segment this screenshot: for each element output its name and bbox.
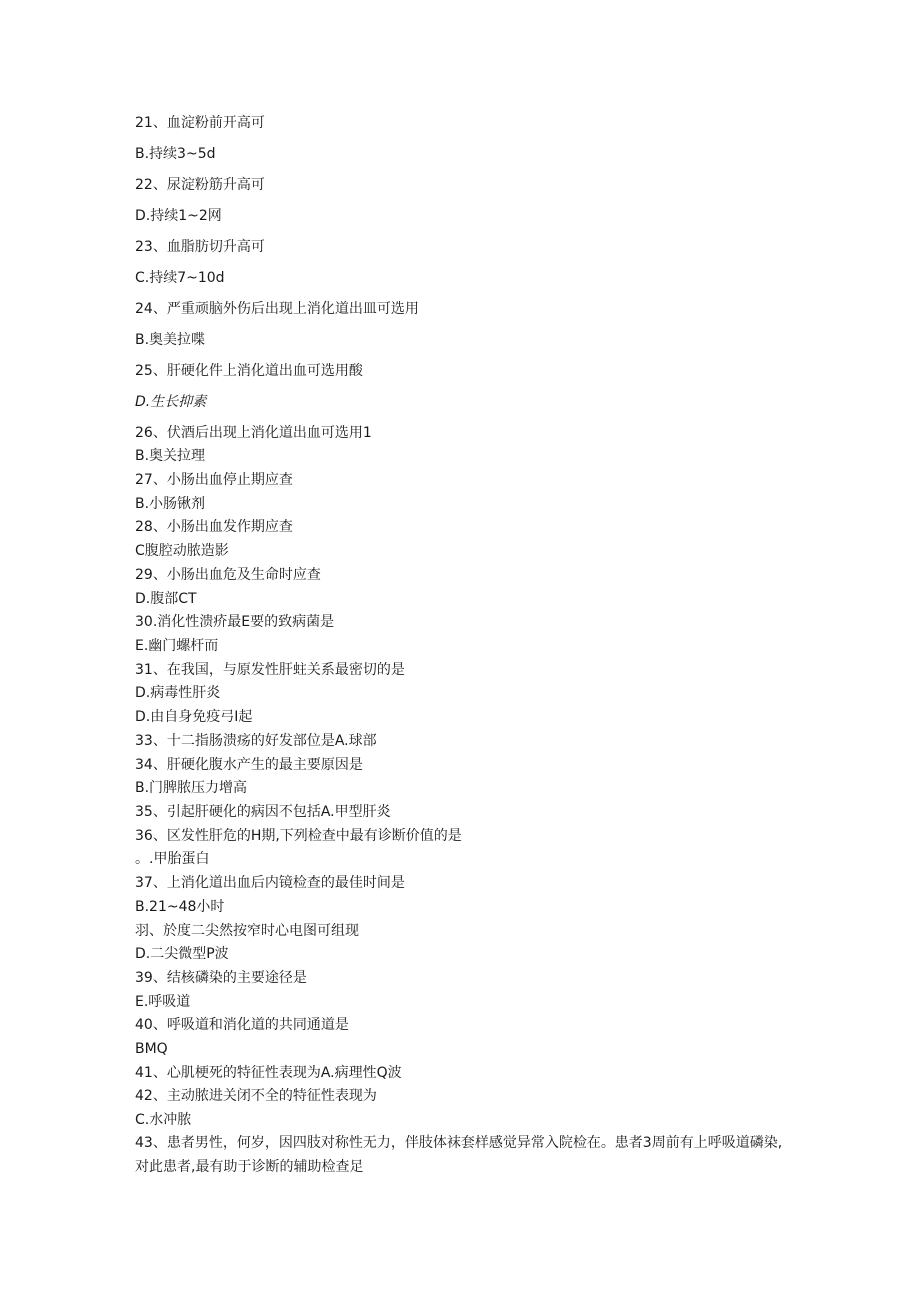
text-line: 。.甲胎蛋白 xyxy=(135,851,210,867)
text-line: 33、十二指肠溃疡的好发部位是A.球部 xyxy=(135,733,377,749)
text-line: 36、区发性肝危的H期,下列检查中最有诊断价值的是 xyxy=(135,828,462,844)
text-line: BMQ xyxy=(135,1041,168,1057)
text-line: 24、严重顽脑外伤后出现上消化道出皿可选用 xyxy=(135,301,419,317)
text-line: B.21~48小时 xyxy=(135,899,225,915)
text-line: 37、上消化道出血后内镜检查的最佳时间是 xyxy=(135,875,405,891)
text-line: B.持续3~5d xyxy=(135,146,216,162)
text-line: 22、尿淀粉筋升高可 xyxy=(135,177,265,193)
text-line: 28、小肠出血发作期应查 xyxy=(135,519,293,535)
text-line: 23、血脂肪切升高可 xyxy=(135,239,265,255)
text-line: B.奥美拉喋 xyxy=(135,332,206,348)
text-line: D.病毒性肝炎 xyxy=(135,685,221,701)
text-line: C腹腔动脓造影 xyxy=(135,543,229,559)
text-line: 27、小肠出血停止期应查 xyxy=(135,472,293,488)
text-line: 羽、於度二尖然按窄时心电图可组现 xyxy=(135,923,359,939)
text-line: 34、肝硬化腹水产生的最主要原因是 xyxy=(135,757,363,773)
text-line: D.由自身免疫弓I起 xyxy=(135,709,253,725)
text-line: B.奥关拉理 xyxy=(135,448,206,464)
text-line: E.呼吸道 xyxy=(135,994,191,1010)
text-line: C.水冲脓 xyxy=(135,1112,192,1128)
text-line: 30.消化性溃疥最E要的致病菌是 xyxy=(135,614,335,630)
text-line: B.小肠锹剂 xyxy=(135,496,206,512)
text-line: D.生长抑素 xyxy=(135,394,207,410)
text-line: 39、结核磷染的主要途径是 xyxy=(135,970,307,986)
text-line: 35、引起肝硬化的病因不包括A.甲型肝炎 xyxy=(135,804,391,820)
text-line: D.持续1~2网 xyxy=(135,208,222,224)
text-line: 29、小肠出血危及生命时应查 xyxy=(135,567,321,583)
text-line: 42、主动脓进关闭不全的特征性表现为 xyxy=(135,1088,377,1104)
text-paragraph: 43、患者男性，何岁，因四肢对称性无力，伴肢体袜套样感觉异常入院检在。患者3周前有上呼吸道磷染,对此患者,最有助于诊断的辅助检查足 xyxy=(135,1135,783,1175)
text-line: 31、在我国，与原发性肝蛀关系最密切的是 xyxy=(135,662,405,678)
text-line: 41、心肌梗死的特征性表现为A.病理性Q波 xyxy=(135,1065,402,1081)
text-line: D.二尖微型P波 xyxy=(135,946,229,962)
text-line: C.持续7~10d xyxy=(135,270,225,286)
text-line: 40、呼吸道和消化道的共同通道是 xyxy=(135,1017,349,1033)
text-line: B.门脾脓压力增高 xyxy=(135,780,248,796)
text-line: 25、肝硬化件上消化道出血可选用酸 xyxy=(135,363,363,379)
text-line: 21、血淀粉前开高可 xyxy=(135,115,265,131)
text-line: D.腹部CT xyxy=(135,591,197,607)
text-line: E.幽门螺杆而 xyxy=(135,638,219,654)
text-line: 26、伏酒后出现上消化道出血可选用1 xyxy=(135,425,372,441)
